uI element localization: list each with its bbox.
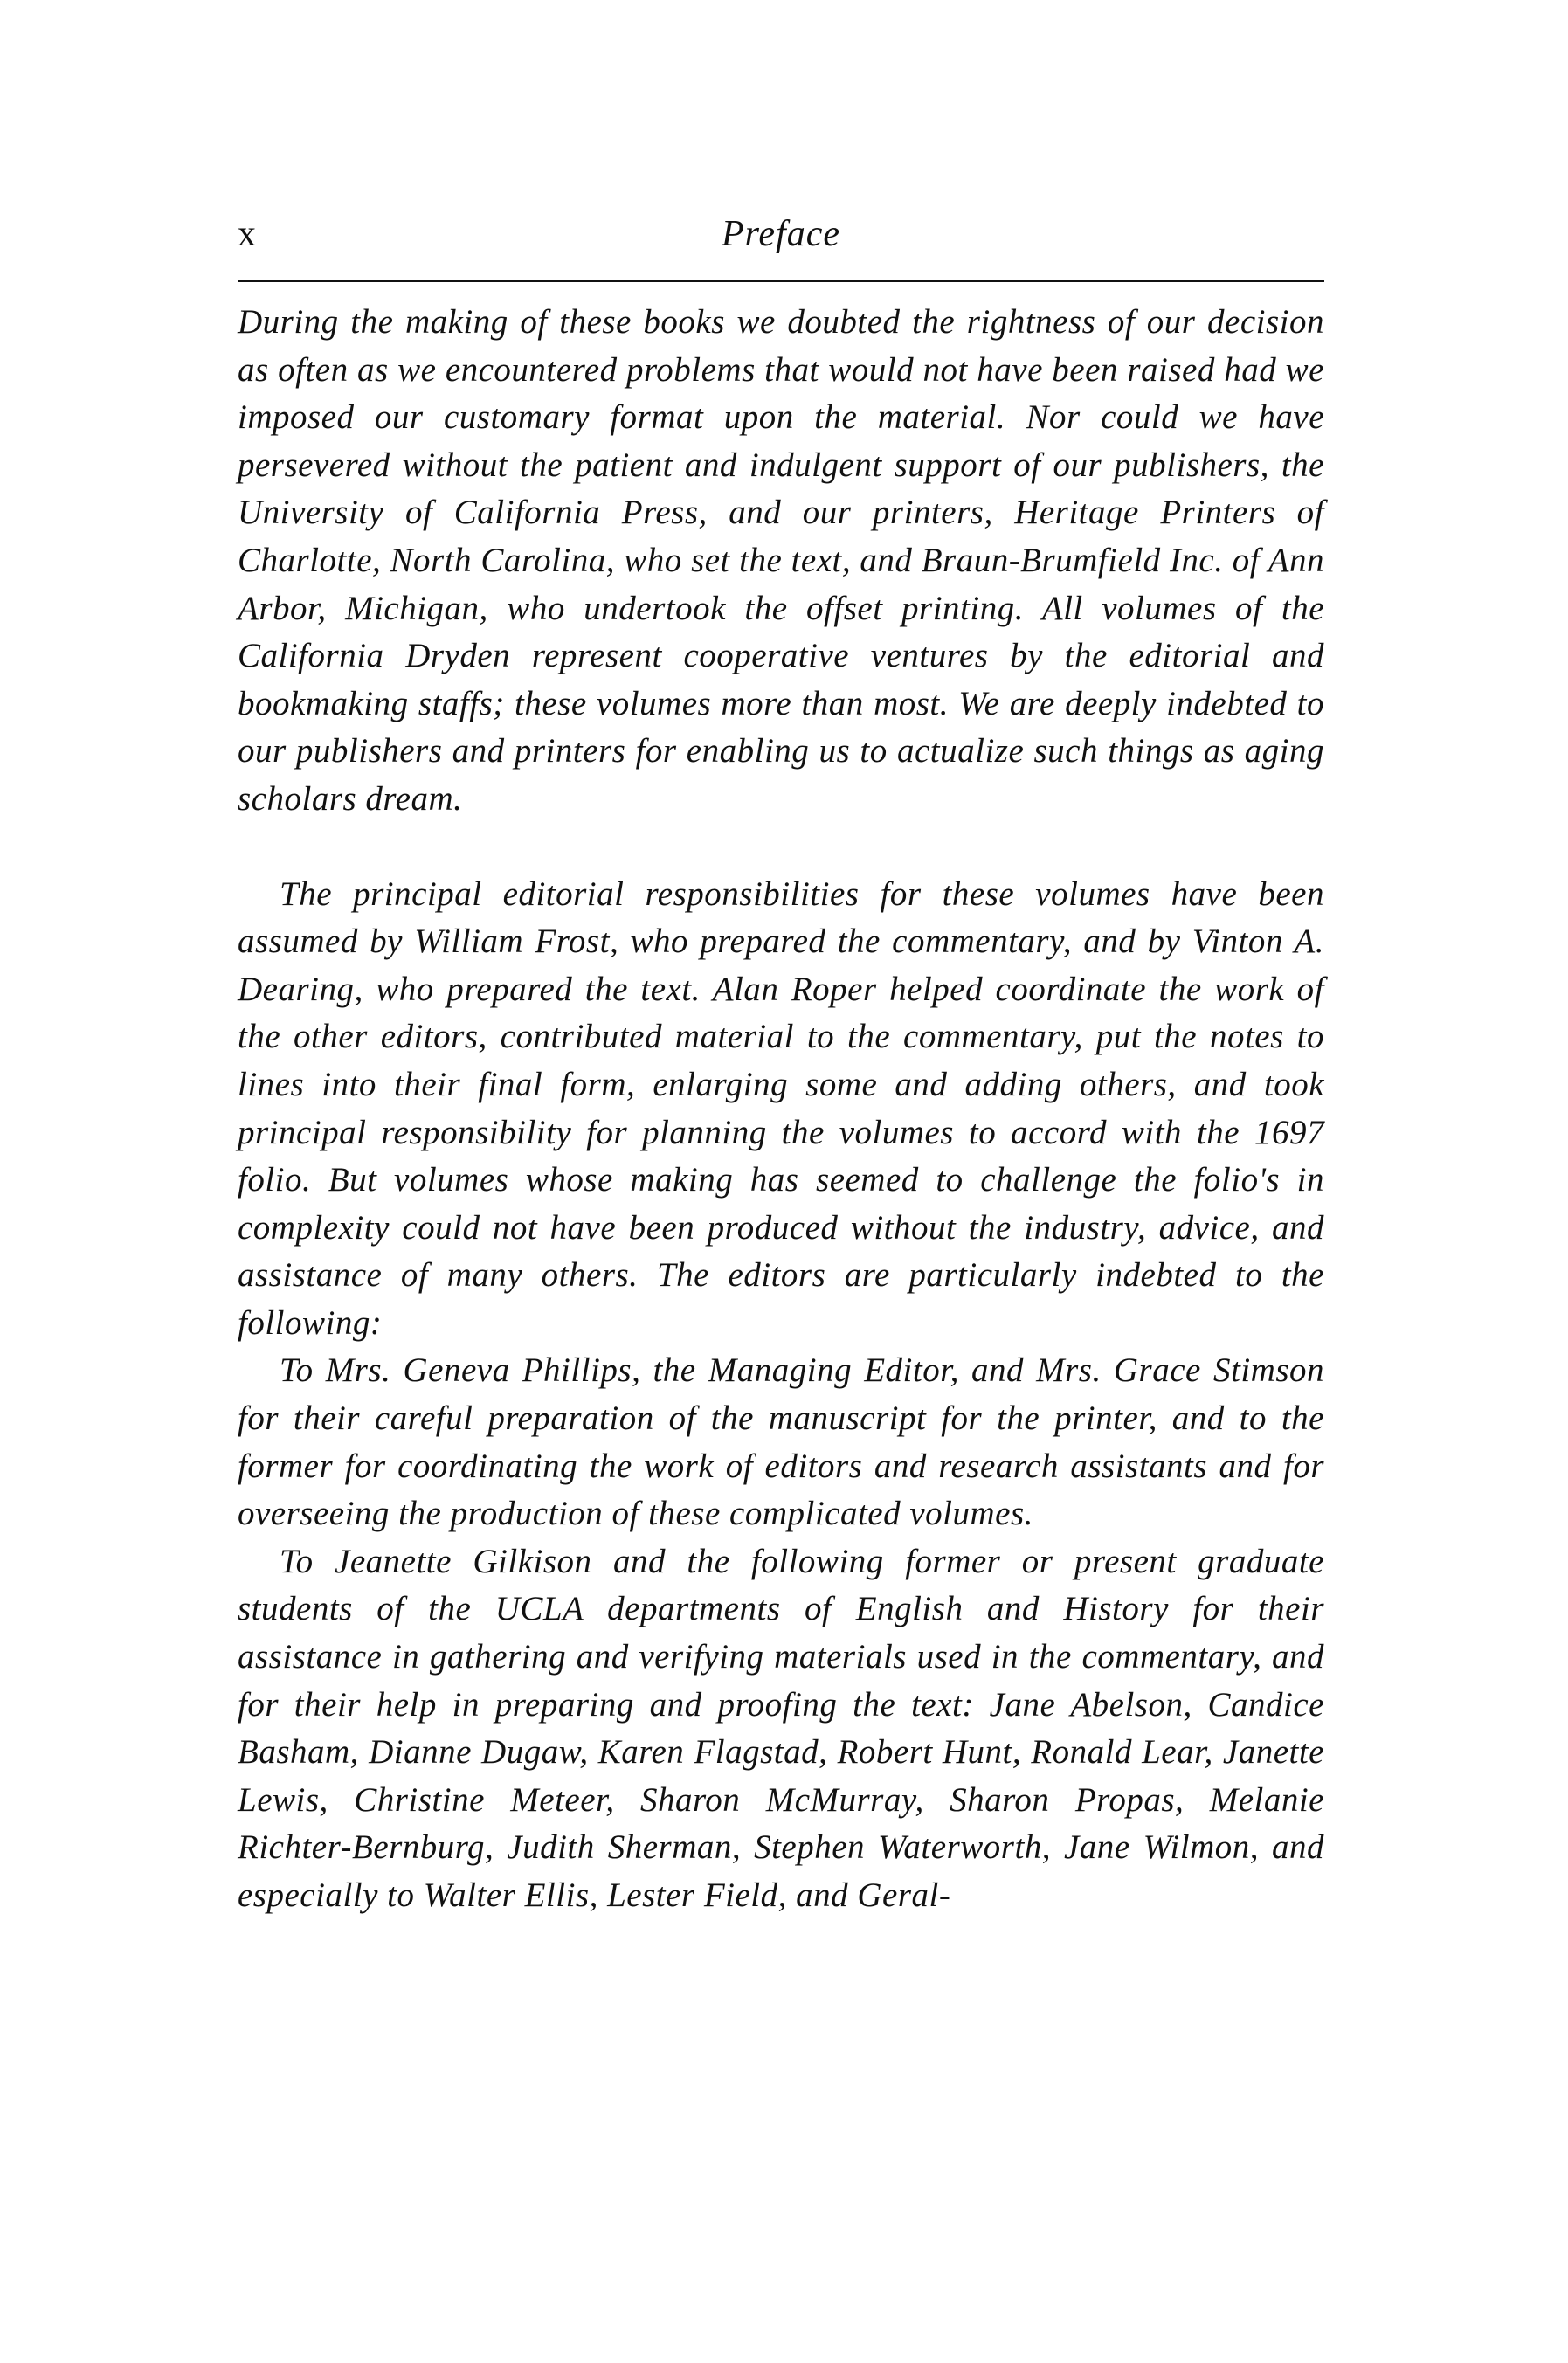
page-number: x	[238, 214, 257, 254]
running-head	[238, 208, 1324, 260]
preface-body	[238, 299, 1324, 1920]
running-head-title: Preface	[721, 214, 841, 254]
paragraph-publishers: During the making of these books we doubted the rightness of our decision as often as we encountered problems that would not have been raised had we imposed our customary format upon the material. Nor could we have persevered without the patient and indulgent support of our publishers, the University of California Press, and our printers, Heritage Printers of Charlotte, North Carolina, who set the text, and Braun-Brumfield Inc. of Ann Arbor, Michigan, who undertook the offset printing. All volumes of the California Dryden represent cooperative ventures by the editorial and bookmaking staffs; these volumes more than most. We are deeply indebted to our publishers and printers for enabling us to actualize such things as aging scholars dream.	[238, 303, 1324, 818]
paragraph-managing-editor: To Mrs. Geneva Phillips, the Managing Editor, and Mrs. Grace Stimson for their careful preparation of the manuscript for the printer, and to the former for coordinating the work of editors and research assistants and for overseeing the production of these complicated volumes.	[238, 1351, 1324, 1533]
header-rule	[238, 280, 1324, 282]
paragraph-editorial-responsibilities: The principal editorial responsibilities for these volumes have been assumed by William Frost, who prepared the commentary, and by Vinton A. Dearing, who prepared the text. Alan Roper helped coordinate the work of the other editors, contributed material to the commentary, put the notes to lines into their final form, enlarging some and adding others, and took principal responsibility for planning the volumes to accord with the 1697 folio. But volumes whose making has seemed to challenge the folio's in complexity could not have been produced without the industry, advice, and assistance of many others. The editors are particularly indebted to the following:	[238, 874, 1324, 1342]
paragraph-research-assistants: To Jeanette Gilkison and the following former or present graduate students of the UCLA departments of English and History for their assistance in gathering and verifying materials used in the commentary, and for their help in preparing and proofing the text: Jane Abelson, Candice Basham, Dianne Dugaw, Karen Flagstad, Robert Hunt, Ronald Lear, Janette Lewis, Christine Meteer, Sharon McMurray, Sharon Propas, Melanie Richter-Bernburg, Judith Sherman, Stephen Waterworth, Jane Wilmon, and especially to Walter Ellis, Lester Field, and Geral-	[238, 1542, 1324, 1914]
